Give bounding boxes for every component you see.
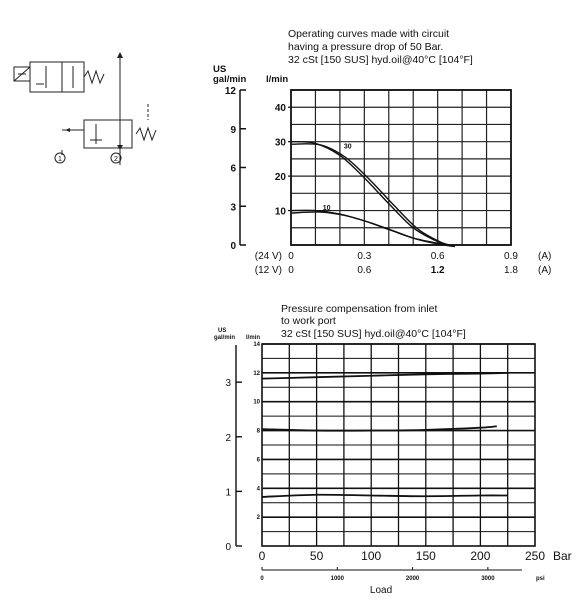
lmin-tick-label: 30 — [274, 137, 286, 149]
x-axis-bar-tick-label: 50 — [309, 549, 324, 563]
port-2-label: 2 — [114, 156, 118, 163]
top-caption-line-3: 32 cSt [150 SUS] hyd.oil@40°C [104°F] — [288, 54, 473, 66]
bottom-plot-area — [214, 328, 572, 596]
lmin-tick-label: 2 — [256, 515, 260, 522]
x-axis-2-label: (12 V) — [254, 265, 282, 276]
right-axis-unit: l/min — [266, 74, 289, 85]
x-axis-1-tick-label: 0 — [288, 251, 294, 262]
left-axis-tick-label: 2 — [225, 432, 231, 444]
series-line-1 — [262, 373, 508, 379]
lmin-tick-label: 14 — [253, 342, 260, 348]
left-axis-unit-line-1: US — [213, 64, 227, 75]
lmin-tick-label: 8 — [256, 428, 260, 435]
x-axis-1-label: (24 V) — [254, 251, 282, 262]
x-axis-title: Load — [369, 585, 393, 596]
x-axis-bar-tick-label: 0 — [258, 549, 266, 563]
bottom-caption-line-1: Pressure compensation from inlet — [281, 303, 438, 315]
x-axis-1-tick-label: 0.6 — [430, 251, 445, 262]
x-axis-2-tick-label: 1.2 — [430, 265, 445, 276]
left-axis-tick-label: 1 — [225, 487, 231, 499]
left-axis-unit-line-1: US — [218, 328, 227, 334]
x-axis-2-tick-label: 1.8 — [504, 265, 518, 276]
x-axis-2-tick-label: 0.6 — [357, 265, 372, 276]
lmin-tick-label: 10 — [253, 399, 260, 406]
psi-axis-tick-label: 1000 — [330, 576, 344, 582]
left-axis-tick-label: 3 — [225, 378, 231, 390]
left-axis-unit-line-2: gal/min — [214, 335, 236, 341]
psi-axis-tick-label: 2000 — [405, 576, 420, 582]
x-axis-bar-unit: Bar — [553, 549, 572, 563]
x-axis-bar-tick-label: 100 — [361, 549, 382, 563]
left-axis-tick-label: 0 — [230, 241, 236, 252]
lmin-tick-label: 6 — [256, 457, 260, 464]
left-axis-tick-label: 3 — [230, 202, 236, 214]
psi-axis-tick-label: 0 — [260, 576, 264, 582]
x-axis-bar-tick-label: 150 — [415, 549, 436, 563]
right-axis-unit: l/min — [246, 335, 261, 341]
series-label-30: 30 — [343, 143, 352, 151]
x-axis-2-unit: (A) — [538, 265, 552, 276]
x-axis-1-tick-label: 0.9 — [504, 251, 518, 262]
bottom-caption-line-2: to work port — [281, 315, 336, 327]
lmin-tick-label: 10 — [274, 206, 286, 218]
left-axis-unit-line-2: gal/min — [213, 74, 247, 85]
left-axis-tick-label: 0 — [225, 542, 231, 553]
psi-axis-tick-label: 3000 — [481, 576, 495, 582]
lmin-tick-label: 12 — [253, 370, 260, 377]
left-axis-tick-label: 6 — [230, 163, 236, 175]
lmin-tick-label: 4 — [256, 486, 260, 493]
psi-axis-unit: psi — [536, 576, 545, 582]
left-axis-tick-label: 9 — [230, 124, 236, 136]
x-axis-bar-tick-label: 250 — [524, 549, 546, 563]
left-axis-tick-label: 12 — [224, 86, 236, 97]
x-axis-bar-tick-label: 200 — [470, 549, 491, 563]
x-axis-2-tick-label: 0 — [288, 265, 294, 276]
top-caption-line-2: having a pressure drop of 50 Bar. — [288, 41, 444, 53]
lmin-tick-label: 40 — [274, 103, 286, 115]
series-line-3 — [262, 495, 508, 497]
port-1-label: 1 — [58, 156, 62, 163]
top-caption-line-1: Operating curves made with circuit — [288, 28, 450, 40]
bottom-caption-line-3: 32 cSt [150 SUS] hyd.oil@40°C [104°F] — [281, 328, 466, 340]
x-axis-1-tick-label: 0.3 — [357, 251, 372, 262]
series-label-10: 10 — [322, 205, 331, 212]
lmin-tick-label: 20 — [274, 172, 286, 184]
x-axis-1-unit: (A) — [538, 251, 552, 262]
